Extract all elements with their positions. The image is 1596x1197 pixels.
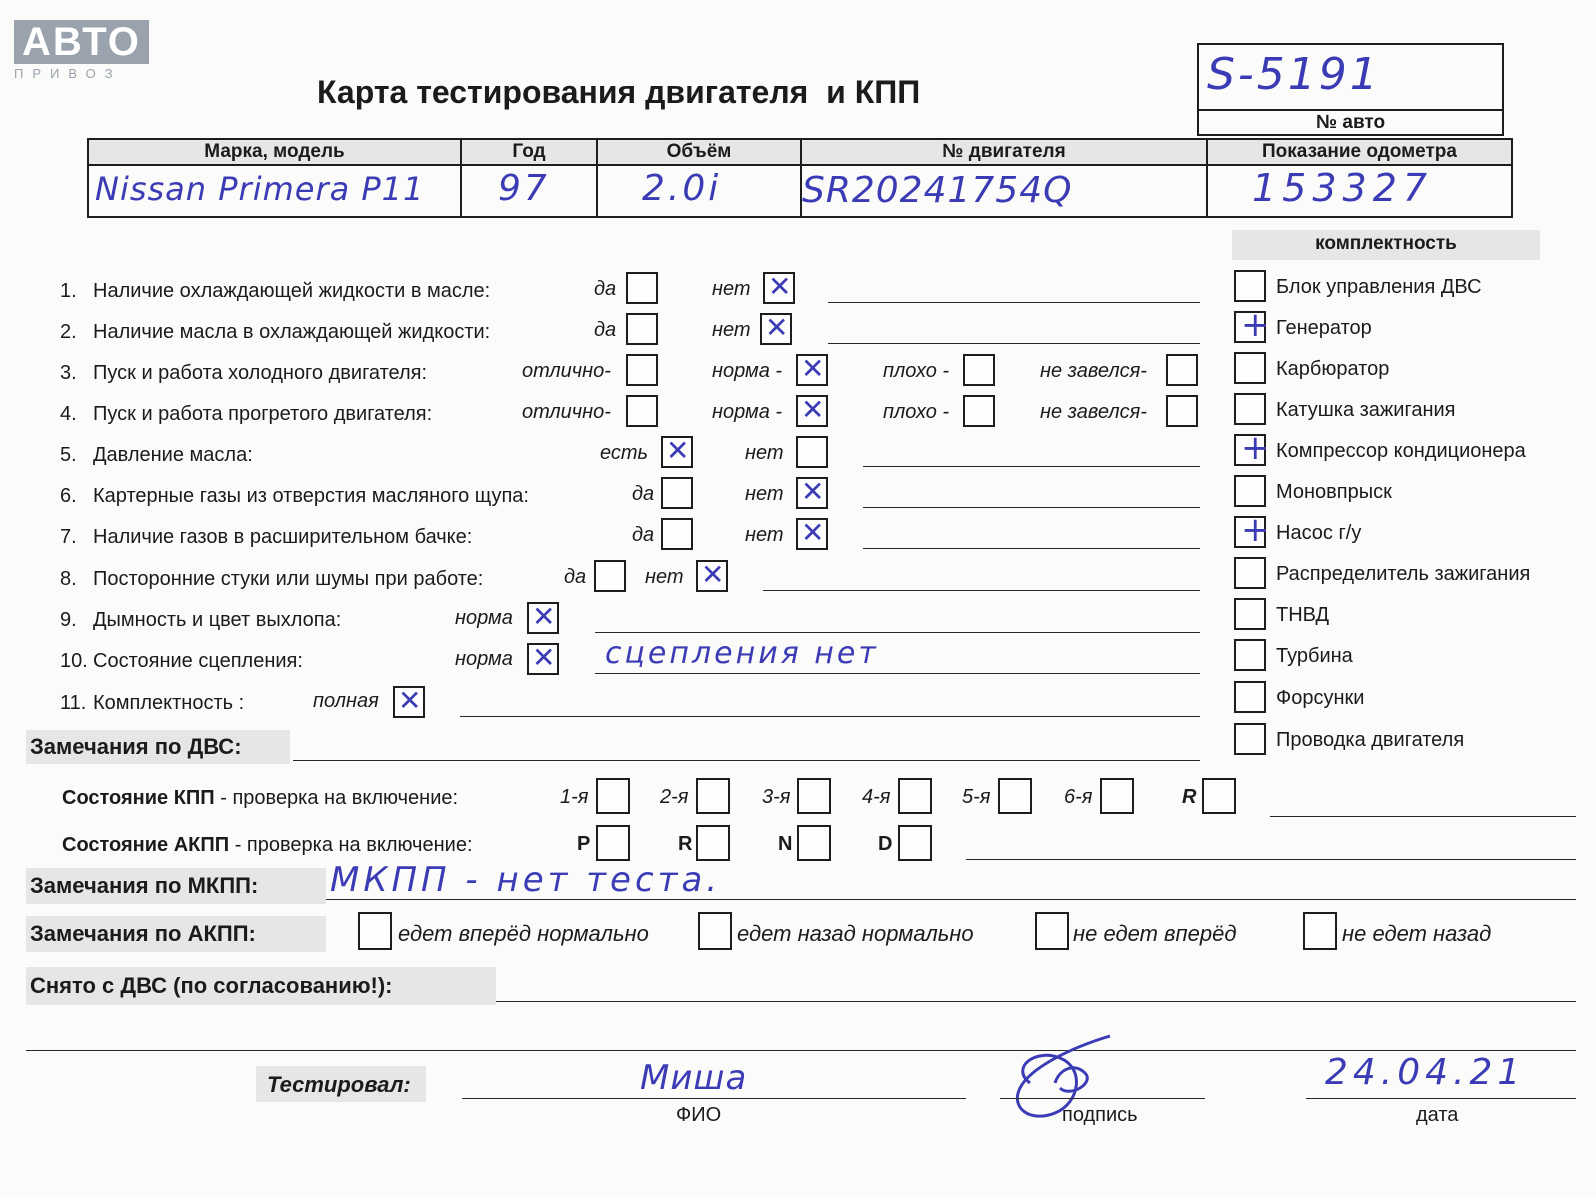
akpp-reverse-ok-checkbox[interactable] xyxy=(698,912,732,950)
gear-r-label: R xyxy=(1182,786,1197,808)
comp-ac-compressor-label: Компрессор кондиционера xyxy=(1276,440,1526,462)
tester-name-value: Миша xyxy=(640,1058,748,1098)
comp-turbo-checkbox[interactable] xyxy=(1234,639,1266,671)
comp-turbo-label: Турбина xyxy=(1276,645,1353,667)
item-8-line xyxy=(763,590,1200,591)
comp-ecu-label: Блок управления ДВС xyxy=(1276,276,1482,298)
removed-line-2 xyxy=(26,1050,1576,1051)
value-make-model: Nissan Primera P11 xyxy=(95,170,425,208)
gear-r-checkbox[interactable] xyxy=(1202,778,1236,814)
tested-label: Тестировал: xyxy=(267,1072,411,1097)
akpp-p-label: P xyxy=(577,833,591,855)
item-6-yes-checkbox[interactable] xyxy=(661,477,693,509)
col-make-model: Марка, модель xyxy=(204,141,345,162)
item-9-num: 9. xyxy=(60,609,77,631)
dvs-remarks-label: Замечания по ДВС: xyxy=(30,734,242,759)
item-7-line xyxy=(863,548,1200,549)
item-2-no-checkbox[interactable] xyxy=(760,313,792,345)
item-5-present-checkbox[interactable] xyxy=(661,436,693,468)
comp-mono-injection-label: Моновпрыск xyxy=(1276,481,1392,503)
item-4-opt3: плохо - xyxy=(883,401,950,423)
item-7-label: Наличие газов в расширительном бачке: xyxy=(93,526,473,548)
gear-5-label: 5-я xyxy=(962,786,991,808)
item-4-opt4: не завелся- xyxy=(1040,401,1147,423)
kpp-line xyxy=(1270,816,1576,817)
item-1-label: Наличие охлаждающей жидкости в масле: xyxy=(93,280,491,302)
comp-distributor-label: Распределитель зажигания xyxy=(1276,563,1531,585)
item-9-opt1: норма xyxy=(455,607,513,629)
col-odometer: Показание одометра xyxy=(1262,141,1457,162)
comp-generator-checkbox[interactable] xyxy=(1234,311,1266,343)
auto-number-box xyxy=(1197,43,1504,136)
logo xyxy=(14,20,149,81)
gear-2-label: 2-я xyxy=(660,786,689,808)
akpp-forward-ok-label: едет вперёд нормально xyxy=(398,921,649,946)
comp-generator-label: Генератор xyxy=(1276,317,1372,339)
comp-ignition-coil-checkbox[interactable] xyxy=(1234,393,1266,425)
item-8-opt2: нет xyxy=(645,566,684,588)
item-1-num: 1. xyxy=(60,280,77,302)
removed-label: Снято с ДВС (по согласованию!): xyxy=(30,973,393,998)
kpp-label-rest: - проверка на включение: xyxy=(214,787,459,809)
item-5-absent-checkbox[interactable] xyxy=(796,436,828,468)
item-5-label: Давление масла: xyxy=(93,444,253,466)
kpp-label xyxy=(62,787,458,810)
gear-6-checkbox[interactable] xyxy=(1100,778,1134,814)
item-7-no-checkbox[interactable] xyxy=(796,518,828,550)
akpp-no-forward-label: не едет вперёд xyxy=(1073,921,1237,946)
item-8-no-checkbox[interactable] xyxy=(696,560,728,592)
item-7-opt1: да xyxy=(632,524,655,546)
item-4-opt1: отлично- xyxy=(522,401,611,423)
item-10-normal-checkbox[interactable] xyxy=(527,643,559,675)
auto-number-value: S-5191 xyxy=(1207,49,1381,100)
item-8-label: Посторонние стуки или шумы при работе: xyxy=(93,568,484,590)
item-3-opt1: отлично- xyxy=(522,360,611,382)
item-8-num: 8. xyxy=(60,568,77,590)
comp-ac-compressor-checkbox[interactable] xyxy=(1234,434,1266,466)
item-1-no-checkbox[interactable] xyxy=(763,272,795,304)
item-9-label: Дымность и цвет выхлопа: xyxy=(93,609,342,631)
item-11-label: Комплектность : xyxy=(93,692,245,714)
comp-power-steering-pump-checkbox[interactable] xyxy=(1234,516,1266,548)
item-11-num: 11. xyxy=(60,692,87,714)
comp-injection-pump-label: ТНВД xyxy=(1276,604,1330,626)
removed-line xyxy=(496,1001,1576,1002)
auto-number-label: № авто xyxy=(1315,112,1386,133)
akpp-r-label: R xyxy=(678,833,693,855)
item-4-num: 4. xyxy=(60,403,77,425)
mkpp-remarks-value: МКПП - нет теста. xyxy=(330,860,722,900)
item-3-opt3: плохо - xyxy=(883,360,950,382)
item-9-line xyxy=(595,632,1200,633)
gear-1-label: 1-я xyxy=(560,786,589,808)
akpp-no-forward-checkbox[interactable] xyxy=(1035,912,1069,950)
item-9-normal-checkbox[interactable] xyxy=(527,602,559,634)
item-4-excellent-checkbox[interactable] xyxy=(626,395,658,427)
item-2-yes-checkbox[interactable] xyxy=(626,313,658,345)
comp-injection-pump-checkbox[interactable] xyxy=(1234,598,1266,630)
akpp-r-checkbox[interactable] xyxy=(696,825,730,861)
signature-label: подпись xyxy=(1062,1104,1138,1126)
item-4-not-started-checkbox[interactable] xyxy=(1166,395,1198,427)
akpp-forward-ok-checkbox[interactable] xyxy=(358,912,392,950)
completeness-title: комплектность xyxy=(1315,233,1457,254)
item-7-yes-checkbox[interactable] xyxy=(661,518,693,550)
item-10-note: сцепления нет xyxy=(605,636,879,671)
col-volume: Объём xyxy=(666,141,732,162)
comp-carburetor-checkbox[interactable] xyxy=(1234,352,1266,384)
item-4-bad-checkbox[interactable] xyxy=(963,395,995,427)
item-6-no-checkbox[interactable] xyxy=(796,477,828,509)
date-line xyxy=(1306,1098,1576,1099)
akpp-p-checkbox[interactable] xyxy=(596,825,630,861)
col-year: Год xyxy=(512,141,546,162)
vehicle-header-table xyxy=(87,138,1513,218)
item-10-num: 10. xyxy=(60,650,88,672)
item-8-yes-checkbox[interactable] xyxy=(594,560,626,592)
date-value: 24.04.21 xyxy=(1325,1052,1526,1093)
logo-main: АВТО xyxy=(14,20,149,64)
item-3-excellent-checkbox[interactable] xyxy=(626,354,658,386)
akpp-d-checkbox[interactable] xyxy=(898,825,932,861)
comp-power-steering-pump-label: Насос г/у xyxy=(1276,522,1362,544)
item-2-num: 2. xyxy=(60,321,77,343)
akpp-remarks-label: Замечания по АКПП: xyxy=(30,921,256,946)
gear-2-checkbox[interactable] xyxy=(696,778,730,814)
item-11-opt1: полная xyxy=(313,690,379,712)
item-3-opt4: не завелся- xyxy=(1040,360,1147,382)
akpp-n-checkbox[interactable] xyxy=(797,825,831,861)
akpp-line xyxy=(966,859,1576,860)
akpp-d-label: D xyxy=(878,833,893,855)
value-engine-number: SR20241754Q xyxy=(802,170,1073,211)
akpp-label-bold: Состояние АКПП xyxy=(62,834,230,856)
value-year: 97 xyxy=(498,168,550,209)
item-11-line xyxy=(460,716,1200,717)
item-6-opt1: да xyxy=(632,483,655,505)
item-3-normal-checkbox[interactable] xyxy=(796,354,828,386)
item-5-num: 5. xyxy=(60,444,77,466)
item-8-opt1: да xyxy=(564,566,587,588)
item-10-label: Состояние сцепления: xyxy=(93,650,303,672)
comp-distributor-checkbox[interactable] xyxy=(1234,557,1266,589)
name-label: ФИО xyxy=(676,1104,722,1126)
akpp-reverse-ok-label: едет назад нормально xyxy=(737,921,974,946)
name-line xyxy=(462,1098,966,1099)
col-engine-number: № двигателя xyxy=(942,141,1066,162)
gear-6-label: 6-я xyxy=(1064,786,1093,808)
comp-injectors-checkbox[interactable] xyxy=(1234,681,1266,713)
item-6-num: 6. xyxy=(60,485,77,507)
item-3-num: 3. xyxy=(60,362,77,384)
item-1-yes-checkbox[interactable] xyxy=(626,272,658,304)
item-4-normal-checkbox[interactable] xyxy=(796,395,828,427)
signature-line xyxy=(1000,1098,1205,1099)
item-7-num: 7. xyxy=(60,526,77,548)
value-odometer: 153327 xyxy=(1252,166,1434,210)
item-6-opt2: нет xyxy=(745,483,784,505)
item-3-bad-checkbox[interactable] xyxy=(963,354,995,386)
comp-mono-injection-checkbox[interactable] xyxy=(1234,475,1266,507)
kpp-label-bold: Состояние КПП xyxy=(62,787,215,809)
item-6-line xyxy=(863,507,1200,508)
item-4-opt2: норма - xyxy=(712,401,783,423)
gear-5-checkbox[interactable] xyxy=(998,778,1032,814)
item-11-full-checkbox[interactable] xyxy=(393,686,425,718)
comp-wiring-label: Проводка двигателя xyxy=(1276,729,1465,751)
logo-sub: ПРИВОЗ xyxy=(14,66,122,81)
item-2-opt2: нет xyxy=(712,319,751,341)
item-1-line xyxy=(828,302,1200,303)
akpp-n-label: N xyxy=(778,833,793,855)
akpp-label xyxy=(62,834,473,857)
item-7-opt2: нет xyxy=(745,524,784,546)
item-5-opt1: есть xyxy=(600,442,649,464)
item-2-label: Наличие масла в охлаждающей жидкости: xyxy=(93,321,491,343)
item-3-not-started-checkbox[interactable] xyxy=(1166,354,1198,386)
item-10-opt1: норма xyxy=(455,648,513,670)
gear-1-checkbox[interactable] xyxy=(596,778,630,814)
date-label: дата xyxy=(1416,1104,1459,1126)
comp-ecu-checkbox[interactable] xyxy=(1234,270,1266,302)
dvs-remarks-line xyxy=(293,760,1200,761)
item-10-line xyxy=(595,673,1200,674)
item-5-opt2: нет xyxy=(745,442,784,464)
gear-4-label: 4-я xyxy=(862,786,891,808)
comp-wiring-checkbox[interactable] xyxy=(1234,723,1266,755)
item-4-label: Пуск и работа прогретого двигателя: xyxy=(93,403,433,425)
gear-3-checkbox[interactable] xyxy=(797,778,831,814)
comp-ignition-coil-label: Катушка зажигания xyxy=(1276,399,1456,421)
item-5-line xyxy=(863,466,1200,467)
gear-3-label: 3-я xyxy=(762,786,791,808)
page-title: Карта тестирования двигателя и КПП xyxy=(317,74,921,110)
akpp-no-reverse-checkbox[interactable] xyxy=(1303,912,1337,950)
item-3-opt2: норма - xyxy=(712,360,783,382)
item-2-line xyxy=(828,343,1200,344)
item-3-label: Пуск и работа холодного двигателя: xyxy=(93,362,428,384)
value-volume: 2.0i xyxy=(642,168,722,209)
gear-4-checkbox[interactable] xyxy=(898,778,932,814)
item-2-opt1: да xyxy=(594,319,617,341)
item-1-opt2: нет xyxy=(712,278,751,300)
akpp-no-reverse-label: не едет назад xyxy=(1342,921,1492,946)
item-1-opt1: да xyxy=(594,278,617,300)
item-6-label: Картерные газы из отверстия масляного щупа: xyxy=(93,485,529,507)
akpp-label-rest: - проверка на включение: xyxy=(229,834,473,856)
comp-injectors-label: Форсунки xyxy=(1276,687,1365,709)
comp-carburetor-label: Карбюратор xyxy=(1276,358,1390,380)
mkpp-remarks-line xyxy=(326,899,1576,900)
mkpp-remarks-label: Замечания по МКПП: xyxy=(30,873,259,898)
